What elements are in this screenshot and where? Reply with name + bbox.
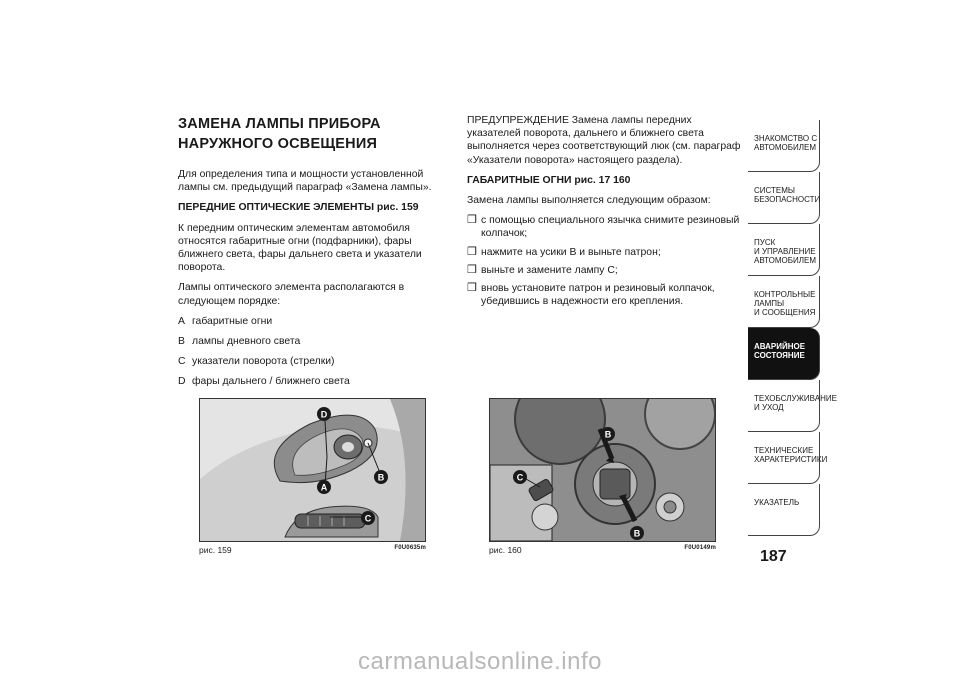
callout-c-icon — [513, 470, 527, 484]
svg-text:A: A — [320, 482, 328, 493]
callout-d-icon — [317, 407, 331, 421]
checkbox-bullet-icon: ❒ — [467, 245, 477, 258]
section-index-tabs — [748, 120, 837, 536]
checkbox-bullet-icon: ❒ — [467, 214, 477, 227]
figure-160-caption — [489, 545, 716, 555]
bullet-item: ❒ нажмите на усики B и выньте патрон; — [467, 245, 661, 258]
tab-introduction[interactable]: ЗНАКОМСТВО С АВТОМОБИЛЕМ — [748, 120, 820, 172]
paragraph-procedure: Замена лампы выполняется следующим образом: — [467, 195, 711, 207]
page-number: 187 — [760, 548, 787, 565]
callout-b-bottom-icon — [630, 526, 644, 540]
figure-label: рис. 159 — [199, 545, 232, 555]
tab-emergency[interactable]: АВАРИЙНОЕ СОСТОЯНИЕ — [748, 328, 820, 380]
callout-c-icon — [361, 511, 375, 525]
figure-160-lamp-socket-photo — [489, 398, 716, 542]
subheading-front-lights: ПЕРЕДНИЕ ОПТИЧЕСКИЕ ЭЛЕМЕНТЫ рис. 159 — [178, 202, 419, 214]
bullet-item: ❒ с помощью специального язычка снимите резиновый колпачок; — [467, 214, 740, 240]
svg-text:C: C — [516, 472, 524, 483]
tab-starting-driving[interactable]: ПУСК И УПРАВЛЕНИЕ АВТОМОБИЛЕМ — [748, 224, 820, 276]
list-item: A габаритные огни — [178, 315, 273, 327]
tab-specifications[interactable]: ТЕХНИЧЕСКИЕ ХАРАКТЕРИСТИКИ — [748, 432, 820, 484]
paragraph-front-lights: К передним оптическим элементам автомобиля относятся габаритные огни (подфарники), фары ближнего света, фары дальнего света и указатели поворота. — [178, 222, 422, 274]
callout-b-icon — [374, 470, 388, 484]
list-item: B лампы дневного света — [178, 336, 301, 348]
svg-text:D: D — [320, 409, 328, 420]
figure-code: F0U0149m — [684, 545, 716, 551]
svg-text:B: B — [377, 472, 385, 483]
callout-b-top-icon — [601, 427, 615, 441]
subheading-side-lights: ГАБАРИТНЫЕ ОГНИ рис. 17 160 — [467, 174, 631, 186]
right-column — [467, 114, 742, 313]
watermark: carmanualsonline.info — [358, 648, 602, 675]
tab-index[interactable]: УКАЗАТЕЛЬ — [748, 484, 820, 536]
headlight-illustration — [200, 399, 425, 541]
figure-159-headlight-photo — [199, 398, 426, 542]
figure-code: F0U0635m — [394, 545, 426, 551]
tab-warning-lights[interactable]: КОНТРОЛЬНЫЕ ЛАМПЫ И СООБЩЕНИЯ — [748, 276, 820, 328]
intro-paragraph: Для определения типа и мощности установленной лампы см. предыдущий параграф «Замена лампы». — [178, 169, 432, 194]
svg-text:B: B — [604, 429, 612, 440]
list-item: D фары дальнего / ближнего света — [178, 376, 350, 388]
callout-a-icon — [317, 480, 331, 494]
list-item: C указатели поворота (стрелки) — [178, 356, 335, 368]
paragraph-order: Лампы оптического элемента располагаются в следующем порядке: — [178, 282, 405, 307]
warning-paragraph: ПРЕДУПРЕЖДЕНИЕ Замена лампы передних указателей поворота, дальнего и ближнего света выполняется через соответствующий люк (см. параграф «Указатели поворота» настоящего раздела). — [467, 115, 741, 166]
bullet-item: ❒ выньте и замените лампу C; — [467, 263, 618, 276]
tab-safety[interactable]: СИСТЕМЫ БЕЗОПАСНОСТИ — [748, 172, 820, 224]
checkbox-bullet-icon: ❒ — [467, 263, 477, 276]
section-title: ЗАМЕНА ЛАМПЫ ПРИБОРА НАРУЖНОГО ОСВЕЩЕНИЯ — [178, 116, 381, 152]
bullet-item: ❒ вновь установите патрон и резиновый колпачок, убедившись в надежности его крепления. — [467, 282, 715, 308]
svg-text:C: C — [364, 513, 372, 524]
svg-text:B: B — [633, 528, 641, 539]
left-column — [178, 114, 453, 396]
lamp-socket-illustration — [490, 399, 715, 541]
figure-159-caption — [199, 545, 426, 555]
checkbox-bullet-icon: ❒ — [467, 282, 477, 295]
tab-maintenance[interactable]: ТЕХОБСЛУЖИВАНИЕ И УХОД — [748, 380, 820, 432]
figure-label: рис. 160 — [489, 545, 522, 555]
